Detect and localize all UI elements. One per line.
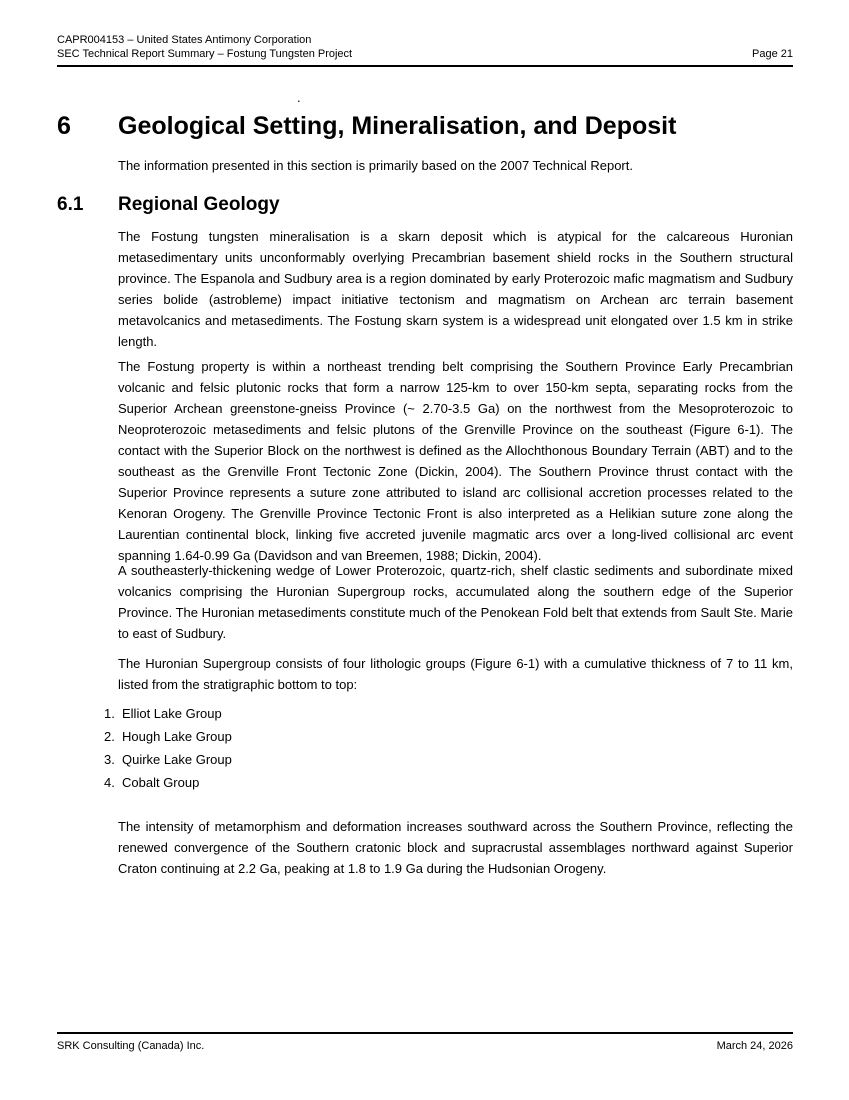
list-item-label: Elliot Lake Group bbox=[122, 706, 222, 721]
footer-company: SRK Consulting (Canada) Inc. bbox=[57, 1040, 205, 1052]
header-line-1: CAPR004153 – United States Antimony Corporation bbox=[57, 34, 312, 46]
list-item bbox=[104, 771, 232, 794]
section-6-title: Geological Setting, Mineralisation, and Deposit bbox=[118, 112, 677, 140]
list-item bbox=[104, 725, 232, 748]
list-item-label: Hough Lake Group bbox=[122, 729, 232, 744]
list-item bbox=[104, 702, 232, 725]
page-footer bbox=[57, 1032, 793, 1053]
paragraph-regional-geology-1: The Fostung tungsten mineralisation is a skarn deposit which is atypical for the calcareous Huronian metasedimentary units unconformably overlying Precambrian basement shield rocks in the Southern structural province. The Espanola and Sudbury area is a region dominated by early Proterozoic mafic magmatism and Sudbury series bolide (astrobleme) impact initiative tectonism and magmatism on Archean arc terrain basement metavolcanics and metasediments. The Fostung skarn system is a widespread unit elongated over 1.5 km in strike length. bbox=[118, 229, 793, 349]
section-6-heading bbox=[57, 111, 817, 141]
list-item-label: Cobalt Group bbox=[122, 775, 200, 790]
paragraph-regional-geology-3: A southeasterly-thickening wedge of Lower Proterozoic, quartz-rich, shelf clastic sediments and subordinate mixed volcanics comprising the Huronian Supergroup rocks, accumulated along the southern edge of the Superior Province. The Huronian metasediments constitute much of the Penokean Fold belt that extends from Sault Ste. Marie to east of Sudbury. bbox=[118, 563, 793, 641]
list-item-label: Quirke Lake Group bbox=[122, 752, 232, 767]
page-number: Page 21 bbox=[752, 48, 793, 60]
header-line-2: SEC Technical Report Summary – Fostung Tungsten Project bbox=[57, 48, 353, 60]
list-item-number: 3. bbox=[104, 752, 115, 767]
stray-period-mark: . bbox=[297, 90, 301, 105]
section-6-intro-paragraph: The information presented in this section is primarily based on the 2007 Technical Report. bbox=[118, 158, 633, 173]
section-6-1-heading bbox=[57, 193, 817, 216]
section-6-1-title: Regional Geology bbox=[118, 194, 280, 215]
list-item-number: 1. bbox=[104, 706, 115, 721]
page-header bbox=[57, 33, 793, 67]
list-item-number: 2. bbox=[104, 729, 115, 744]
section-6-number: 6 bbox=[57, 112, 71, 140]
paragraph-regional-geology-5: The intensity of metamorphism and deformation increases southward across the Southern Province, reflecting the renewed convergence of the Southern cratonic block and supracrustal assemblages northward against Superior Craton continuing at 2.2 Ga, peaking at 1.8 to 1.9 Ga during the Hudsonian Orogeny. bbox=[118, 819, 793, 876]
section-6-1-number: 6.1 bbox=[57, 194, 84, 215]
list-item bbox=[104, 748, 232, 771]
list-item-number: 4. bbox=[104, 775, 115, 790]
paragraph-regional-geology-4: The Huronian Supergroup consists of four lithologic groups (Figure 6-1) with a cumulative thickness of 7 to 11 km, listed from the stratigraphic bottom to top: bbox=[118, 656, 793, 692]
footer-date: March 24, 2026 bbox=[716, 1040, 793, 1052]
paragraph-regional-geology-2: The Fostung property is within a northeast trending belt comprising the Southern Province Early Precambrian volcanic and felsic plutonic rocks that form a narrow 125-km to over 150-km septa, separating rocks from the Superior Archean greenstone-gneiss Province (~ 2.70-3.5 Ga) on the northwest from the Mesoproterozoic to Neoproterozoic metasediments and felsic plutons of the Grenville Province on the southeast (Figure 6-1). The contact with the Superior Block on the northwest is defined as the Allochthonous Boundary Terrain (ABT) and to the southeast as the Grenville Front Tectonic Zone (Dickin, 2004). The Southern Province thrust contact with the Superior Province represents a suture zone attributed to island arc collisional accretion processes related to the Kenoran Orogeny. The Grenville Province Tectonic Front is also interpreted as a Helikian suture zone along the Laurentian continental block, linking five accreted juvenile magmatic arcs over a long-lived collisional arc event spanning 1.64-0.99 Ga (Davidson and van Breemen, 1988; Dickin, 2004). bbox=[118, 359, 793, 563]
lithologic-groups-list bbox=[104, 702, 232, 794]
